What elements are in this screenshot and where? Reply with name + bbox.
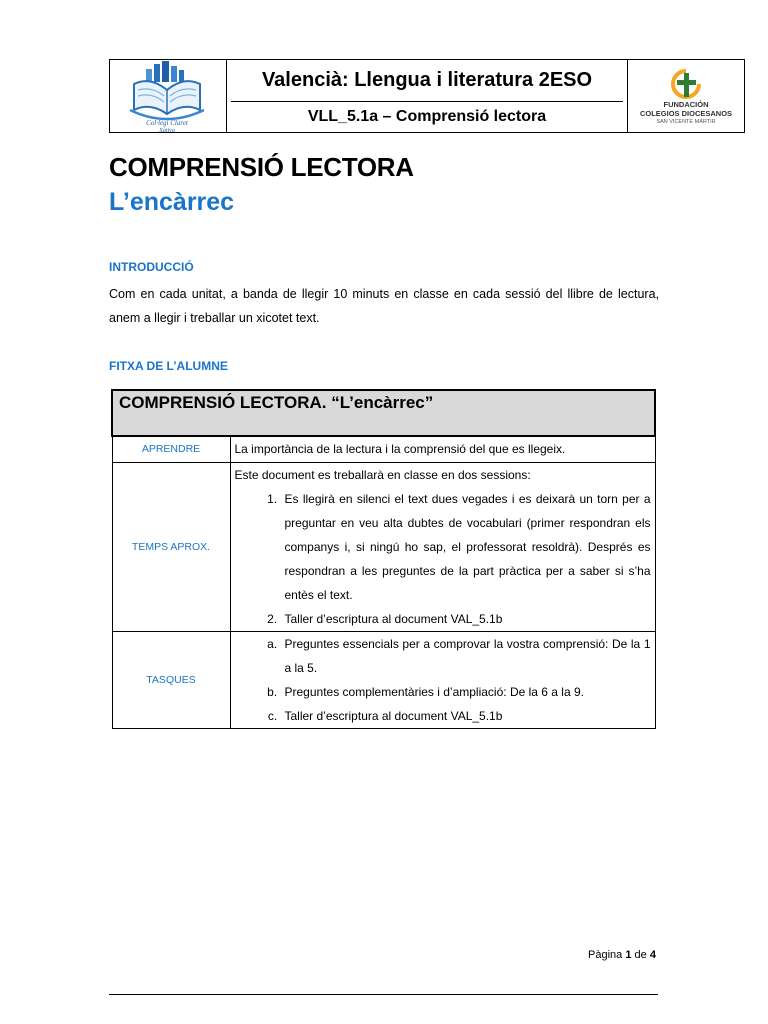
subject-title: Valencià: Llengua i literatura 2ESO: [231, 60, 623, 102]
list-item: c. Taller d’escriptura al document VAL_5.1b: [281, 704, 651, 728]
table-title: COMPRENSIÓ LECTORA. “L’encàrrec”: [112, 390, 655, 436]
foundation-name-line2: COLEGIOS DIOCESANOS: [639, 108, 733, 118]
aprendre-text: La importància de la lectura i la comprensió del que es llegeix.: [230, 436, 655, 462]
list-item: 1. Es llegirà en silenci el text dues vegades i es deixarà un torn per a preguntar en veu alta dubtes de vocabulari (primer respondran els companys i, si ningú ho sap, el professorat resoldrà). Després es respondran a les preguntes de la part pràctica per a saber si s’ha entès el text.: [281, 487, 651, 607]
main-heading: COMPRENSIÓ LECTORA: [109, 152, 414, 182]
temps-label: TEMPS APROX.: [112, 462, 230, 631]
school-logo: [110, 60, 227, 132]
list-item: 2. Taller d’escriptura al document VAL_5.1b: [281, 607, 651, 631]
foundation-name-line1: FUNDACIÓN: [663, 99, 709, 109]
cross-logo-icon: [668, 68, 704, 100]
text-title: L’encàrrec: [109, 188, 235, 216]
page-current: 1: [625, 949, 632, 961]
aprendre-label: APRENDRE: [112, 436, 230, 462]
foundation-logo: [628, 60, 744, 132]
page-number: [588, 949, 656, 961]
svg-text:Col·legi Claret: Col·legi Claret: [146, 119, 188, 127]
page-label: Pàgina: [588, 949, 623, 961]
foundation-subtitle: SAN VICENTE MÁRTIR: [656, 118, 716, 125]
temps-intro: Este document es treballarà en classe en dos sessions:: [234, 467, 531, 482]
footer-divider: [109, 994, 658, 995]
temps-list: [235, 487, 651, 631]
temps-content: [230, 462, 655, 631]
fitxa-heading: FITXA DE L’ALUMNE: [109, 359, 228, 373]
intro-heading: INTRODUCCIÓ: [109, 260, 194, 274]
document-header: [109, 59, 745, 133]
student-sheet-table: [111, 389, 656, 729]
intro-paragraph: Com en cada unitat, a banda de llegir 10 minuts en classe en cada sessió del llibre de lectura, anem a llegir i treballar un xicotet text.: [109, 287, 659, 325]
page-of: de: [634, 949, 647, 961]
page-total: 4: [649, 949, 656, 961]
list-item: a. Preguntes essencials per a comprovar la vostra comprensió: De la 1 a la 5.: [281, 632, 651, 680]
svg-text:Xàtiva: Xàtiva: [159, 128, 175, 134]
tasques-content: [230, 631, 655, 728]
book-logo-icon: [110, 60, 226, 134]
list-item: b. Preguntes complementàries i d’ampliació: De la 6 a la 9.: [281, 680, 651, 704]
tasques-list: [235, 632, 651, 728]
document-code: VLL_5.1a – Comprensió lectora: [307, 108, 547, 125]
tasques-label: TASQUES: [112, 631, 230, 728]
